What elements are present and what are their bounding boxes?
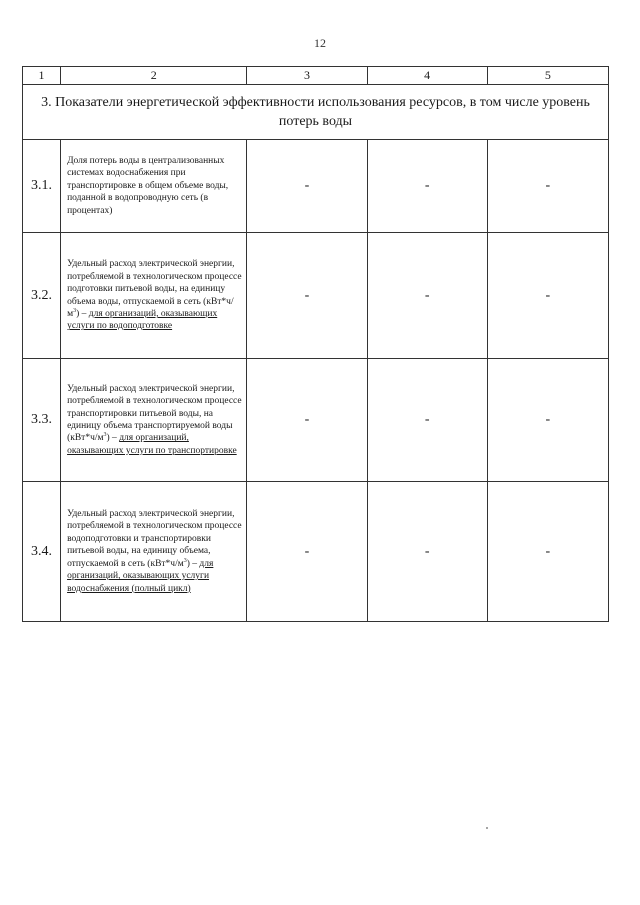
column-header: 3	[247, 67, 367, 85]
unit-superscript: 3	[103, 432, 107, 439]
column-header: 4	[367, 67, 487, 85]
cell-value: -	[487, 233, 608, 359]
description-dash: ) –	[186, 558, 200, 569]
column-header: 2	[61, 67, 247, 85]
page-number: 12	[314, 36, 326, 50]
description-text: Удельный расход электрической энергии, потребляемой в технологическом процессе транспортировки питьевой воды, на единицу объема транспортируемой воды (кВт*ч/м	[67, 383, 242, 444]
table-row	[23, 140, 609, 233]
row-description	[61, 140, 247, 233]
description-underlined: для организаций, оказывающих услуги по водоподготовке	[67, 308, 218, 332]
scan-speck	[486, 827, 488, 829]
description-text: Удельный расход электрической энергии, потребляемой в технологическом процессе подготовки питьевой воды, на единицу объема воды, отпускаемой в сеть (кВт*ч/м	[67, 259, 242, 319]
cell-value: -	[247, 482, 367, 622]
table-row	[23, 233, 609, 359]
unit-superscript: 3	[183, 557, 187, 564]
cell-value: -	[247, 233, 367, 359]
cell-value: -	[367, 359, 487, 482]
section-row	[23, 85, 609, 140]
cell-value: -	[367, 482, 487, 622]
description-underlined: для организаций, оказывающих услуги по транспортировке	[67, 433, 237, 456]
row-description	[61, 359, 247, 482]
description-text: Доля потерь воды в централизованных системах водоснабжения при транспортировке в общем объеме воды, поданной в водопроводную сеть (в процентах)	[67, 155, 229, 216]
row-description	[61, 233, 247, 359]
row-number: 3.4.	[23, 482, 61, 622]
row-description	[61, 482, 247, 622]
row-number: 3.3.	[23, 359, 61, 482]
column-header: 5	[487, 67, 608, 85]
table-row	[23, 482, 609, 622]
section-title: 3. Показатели энергетической эффективности использования ресурсов, в том числе уровень потерь воды	[23, 85, 609, 140]
cell-value: -	[247, 359, 367, 482]
row-number: 3.2.	[23, 233, 61, 359]
cell-value: -	[247, 140, 367, 233]
unit-superscript: 3	[73, 307, 77, 314]
table-row	[23, 359, 609, 482]
cell-value: -	[487, 482, 608, 622]
description-dash: ) –	[76, 308, 89, 319]
cell-value: -	[367, 140, 487, 233]
cell-value: -	[487, 140, 608, 233]
row-number: 3.1.	[23, 140, 61, 233]
cell-value: -	[487, 359, 608, 482]
description-underlined: для организаций, оказывающих услуги водоснабжения (полный цикл)	[67, 558, 214, 594]
description-text: Удельный расход электрической энергии, потребляемой в технологическом процессе водоподготовки и транспортировки питьевой воды, на единицу объема, отпускаемой в сеть (кВт*ч/м	[67, 509, 242, 569]
description-dash: ) –	[106, 433, 120, 444]
column-header: 1	[23, 67, 61, 85]
cell-value: -	[367, 233, 487, 359]
column-header-row	[23, 67, 609, 85]
indicators-table	[22, 66, 609, 622]
